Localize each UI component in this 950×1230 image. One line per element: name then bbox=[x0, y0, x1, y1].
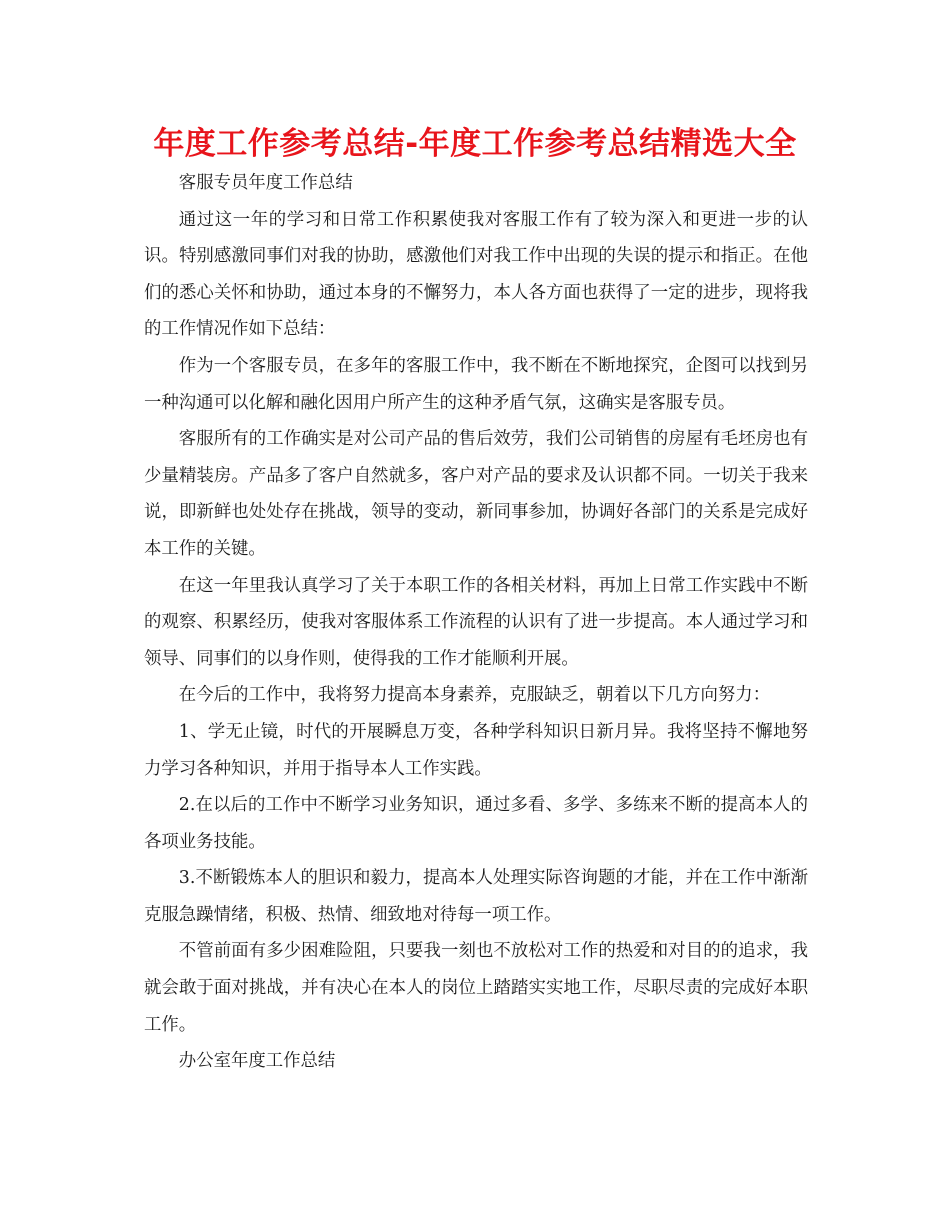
document-body bbox=[144, 165, 808, 1080]
list-item: 1、学无止镜，时代的开展瞬息万变，各种学科知识日新月异。我将坚持不懈地努力学习各种知识，并用于指导本人工作实践。 bbox=[144, 721, 808, 779]
paragraph: 不管前面有多少困难险阻，只要我一刻也不放松对工作的热爱和对目的的追求，我就会敢于面对挑战，并有决心在本人的岗位上踏踏实实地工作，尽职尽责的完成好本职工作。 bbox=[144, 941, 808, 1035]
paragraph: 通过这一年的学习和日常工作积累使我对客服工作有了较为深入和更进一步的认识。特别感激同事们对我的协助，感激他们对我工作中出现的失误的提示和指正。在他们的悉心关怀和协助，通过本身的不懈努力，本人各方面也获得了一定的进步，现将我的工作情况作如下总结： bbox=[144, 209, 808, 340]
section-heading: 客服专员年度工作总结 bbox=[178, 173, 353, 193]
paragraph: 作为一个客服专员，在多年的客服工作中，我不断在不断地探究，企图可以找到另一种沟通可以化解和融化因用户所产生的这种矛盾气氛，这确实是客服专员。 bbox=[144, 355, 808, 413]
paragraph: 在这一年里我认真学习了关于本职工作的各相关材料，再加上日常工作实践中不断的观察、积累经历，使我对客服体系工作流程的认识有了进一步提高。本人通过学习和领导、同事们的以身作则，使得我的工作才能顺利开展。 bbox=[144, 575, 808, 669]
section-heading: 办公室年度工作总结 bbox=[178, 1051, 336, 1072]
paragraph: 客服所有的工作确实是对公司产品的售后效劳，我们公司销售的房屋有毛坯房也有少量精装房。产品多了客户自然就多，客户对产品的要求及认识都不同。一切关于我来说，即新鲜也处处存在挑战，领导的变动，新同事参加，协调好各部门的关系是完成好本工作的关键。 bbox=[144, 429, 808, 559]
paragraph: 在今后的工作中，我将努力提高本身素养，克服缺乏，朝着以下几方向努力： bbox=[178, 685, 771, 706]
list-item: 3.不断锻炼本人的胆识和毅力，提高本人处理实际咨询题的才能，并在工作中渐渐克服急躁情绪，积极、热情、细致地对待每一项工作。 bbox=[144, 868, 808, 925]
list-item: 2.在以后的工作中不断学习业务知识，通过多看、多学、多练来不断的提高本人的各项业务技能。 bbox=[144, 795, 808, 852]
document-title: 年度工作参考总结-年度工作参考总结精选大全 bbox=[153, 126, 797, 162]
